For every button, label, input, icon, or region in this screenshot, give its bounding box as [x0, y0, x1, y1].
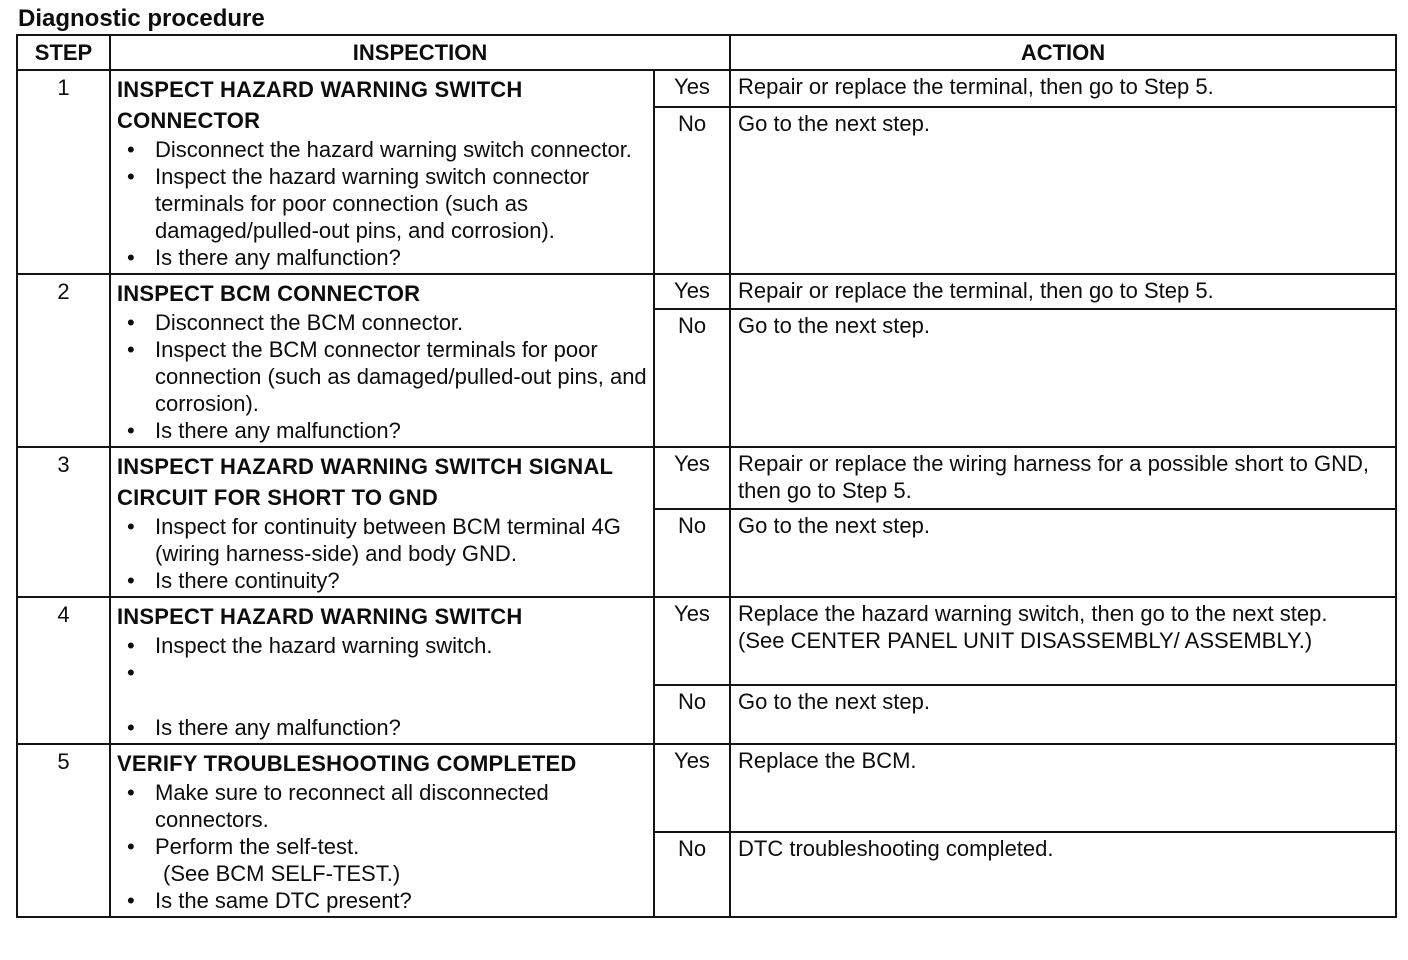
inspection-cell — [110, 597, 654, 744]
inspection-cell — [110, 744, 654, 917]
step-number: 1 — [17, 70, 110, 274]
yes-action: Repair or replace the terminal, then go to Step 5. — [730, 70, 1396, 107]
yes-action-cell — [730, 597, 1396, 685]
yes-label: Yes — [654, 274, 730, 309]
inspection-bullets — [117, 632, 647, 741]
yes-action: Repair or replace the terminal, then go to Step 5. — [730, 274, 1396, 309]
inspection-bullets — [117, 779, 647, 914]
no-action: Go to the next step. — [730, 107, 1396, 274]
yes-label: Yes — [654, 447, 730, 509]
bullet-item: • Inspect the hazard warning switch. — [117, 632, 647, 659]
table-row — [17, 274, 1396, 309]
yes-action: Replace the BCM. — [730, 744, 1396, 832]
bullet-item: • Is there any malfunction? — [117, 244, 647, 271]
bullet-item: • Is there any malfunction? — [117, 417, 647, 444]
bullet-item: • Inspect the hazard warning switch connector terminals for poor connection (such as damaged/pulled-out pins, and corrosion). — [117, 163, 647, 244]
step-number: 5 — [17, 744, 110, 917]
diagnostic-procedure-table — [16, 34, 1397, 918]
bullet-item-with-ref — [117, 833, 647, 887]
inspection-heading: INSPECT BCM CONNECTOR — [117, 281, 421, 306]
yes-label: Yes — [654, 744, 730, 832]
table-row — [17, 597, 1396, 685]
no-action: Go to the next step. — [730, 685, 1396, 744]
no-label: No — [654, 685, 730, 744]
inspection-heading: INSPECT HAZARD WARNING SWITCH SIGNAL CIRCUIT FOR SHORT TO GND — [117, 454, 613, 510]
no-action: DTC troubleshooting completed. — [730, 832, 1396, 917]
bullet-item: • Make sure to reconnect all disconnected connectors. — [117, 779, 647, 833]
inspection-bullets — [117, 136, 647, 271]
table-row — [17, 744, 1396, 832]
no-action: Go to the next step. — [730, 309, 1396, 447]
bullet-item: • Disconnect the hazard warning switch connector. — [117, 136, 647, 163]
inspection-heading: VERIFY TROUBLESHOOTING COMPLETED — [117, 751, 577, 776]
yes-action-reference: (See CENTER PANEL UNIT DISASSEMBLY/ ASSEMBLY.) — [738, 628, 1313, 653]
header-step: STEP — [17, 35, 110, 70]
header-inspection: INSPECTION — [110, 35, 730, 70]
bullet-text: Perform the self-test. — [155, 834, 360, 859]
bullet-item: • Inspect the BCM connector terminals for poor connection (such as damaged/pulled-out pins, and corrosion). — [117, 336, 647, 417]
step-number: 2 — [17, 274, 110, 447]
inspection-heading: INSPECT HAZARD WARNING SWITCH — [117, 604, 523, 629]
bullet-item: • Is there continuity? — [117, 567, 647, 594]
bullet-spacer — [117, 659, 647, 714]
no-label: No — [654, 509, 730, 597]
step-number: 4 — [17, 597, 110, 744]
inspection-bullets — [117, 309, 647, 444]
inspection-heading: INSPECT HAZARD WARNING SWITCH CONNECTOR — [117, 77, 523, 133]
yes-label: Yes — [654, 597, 730, 685]
bullet-item: • Disconnect the BCM connector. — [117, 309, 647, 336]
header-action: ACTION — [730, 35, 1396, 70]
step-number: 3 — [17, 447, 110, 597]
yes-label: Yes — [654, 70, 730, 107]
yes-action: Repair or replace the wiring harness for a possible short to GND, then go to Step 5. — [730, 447, 1396, 509]
bullet-item: • Inspect for continuity between BCM terminal 4G (wiring harness-side) and body GND. — [117, 513, 647, 567]
no-label: No — [654, 107, 730, 274]
inspection-cell — [110, 447, 654, 597]
table-row — [17, 447, 1396, 509]
bullet-reference: (See BCM SELF-TEST.) — [163, 861, 401, 886]
yes-action: Replace the hazard warning switch, then go to the next step. — [738, 601, 1328, 626]
inspection-bullets — [117, 513, 647, 594]
table-row — [17, 70, 1396, 107]
page-title: Diagnostic procedure — [18, 5, 265, 32]
inspection-cell — [110, 70, 654, 274]
bullet-item: • Is the same DTC present? — [117, 887, 647, 914]
bullet-item: • Is there any malfunction? — [117, 714, 647, 741]
no-label: No — [654, 832, 730, 917]
inspection-cell — [110, 274, 654, 447]
table-header-row — [17, 35, 1396, 70]
no-action: Go to the next step. — [730, 509, 1396, 597]
no-label: No — [654, 309, 730, 447]
